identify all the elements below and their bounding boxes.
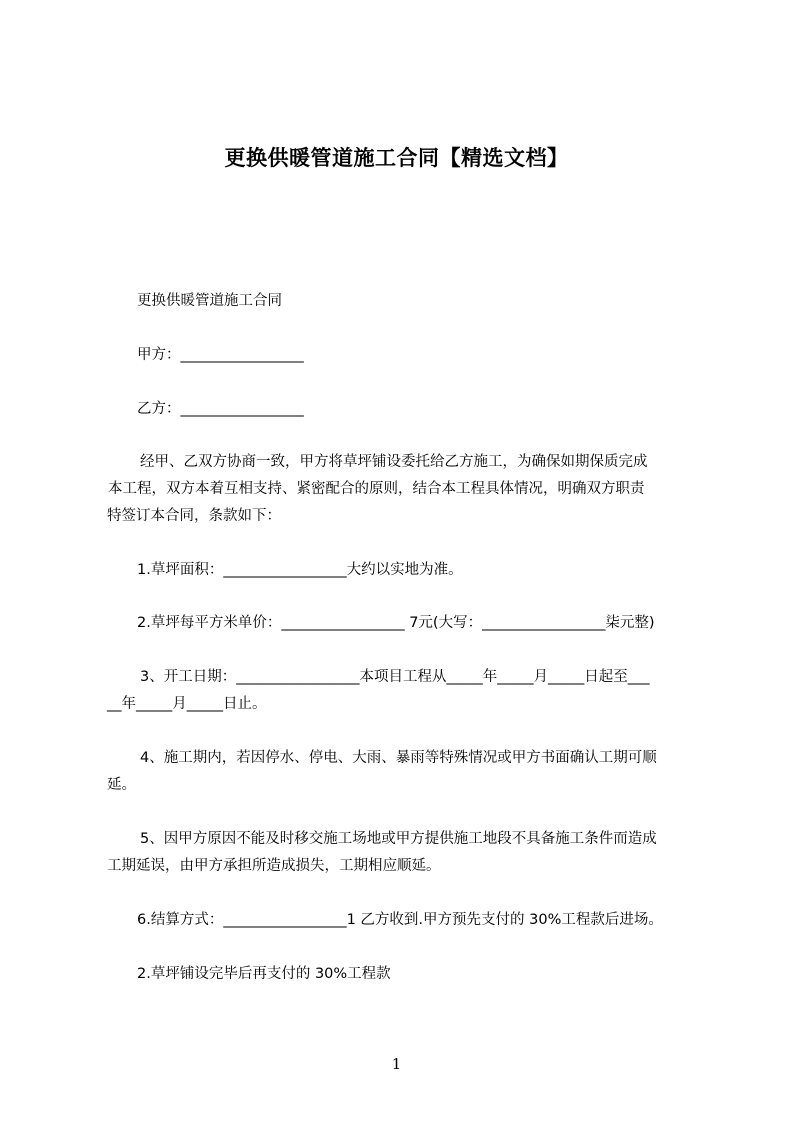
clause-1-lawn-area: 1.草坪面积：_________________大约以实地为准。 — [137, 562, 463, 578]
clause-6-settlement: 6.结算方式：_________________1 乙方收到.甲方预先支付的 30%工程款后进场。 — [137, 912, 663, 928]
party-a-line: 甲方：_________________ — [137, 347, 304, 363]
clause-3-start-date-line-2: __年_____月_____日止。 — [107, 696, 267, 712]
intro-paragraph-line-3: 特签订本合同，条款如下： — [107, 508, 281, 524]
intro-paragraph-line-2: 本工程，双方本着互相支持、紧密配合的原则，结合本工程具体情况，明确双方职责 — [108, 481, 645, 497]
clause-3-start-date-line-1: 3、开工日期：_________________本项目工程从_____年_____月_____日起至___ — [140, 669, 650, 685]
clause-4-extension-line-1: 4、施工期内，若因停水、停电、大雨、暴雨等特殊情况或甲方书面确认工期可顺 — [140, 750, 657, 766]
intro-paragraph-line-1: 经甲、乙双方协商一致，甲方将草坪铺设委托给乙方施工，为确保如期保质完成 — [140, 454, 648, 470]
clause-6-payment-2: 2.草坪铺设完毕后再支付的 30%工程款 — [137, 966, 391, 982]
contract-heading: 更换供暖管道施工合同 — [137, 293, 282, 309]
document-title: 更换供暖管道施工合同【精选文档】 — [224, 146, 569, 170]
clause-4-extension-line-2: 延。 — [107, 777, 136, 793]
clause-5-delay-line-2: 工期延误，由甲方承担所造成损失，工期相应顺延。 — [107, 858, 441, 874]
clause-5-delay-line-1: 5、因甲方原因不能及时移交施工场地或甲方提供施工地段不具备施工条件而造成 — [140, 831, 657, 847]
page-number: 1 — [391, 1055, 402, 1073]
clause-2-unit-price: 2.草坪每平方米单价：_________________ 7元(大写：_________________柒元整) — [137, 615, 655, 631]
party-b-line: 乙方：_________________ — [137, 401, 304, 417]
